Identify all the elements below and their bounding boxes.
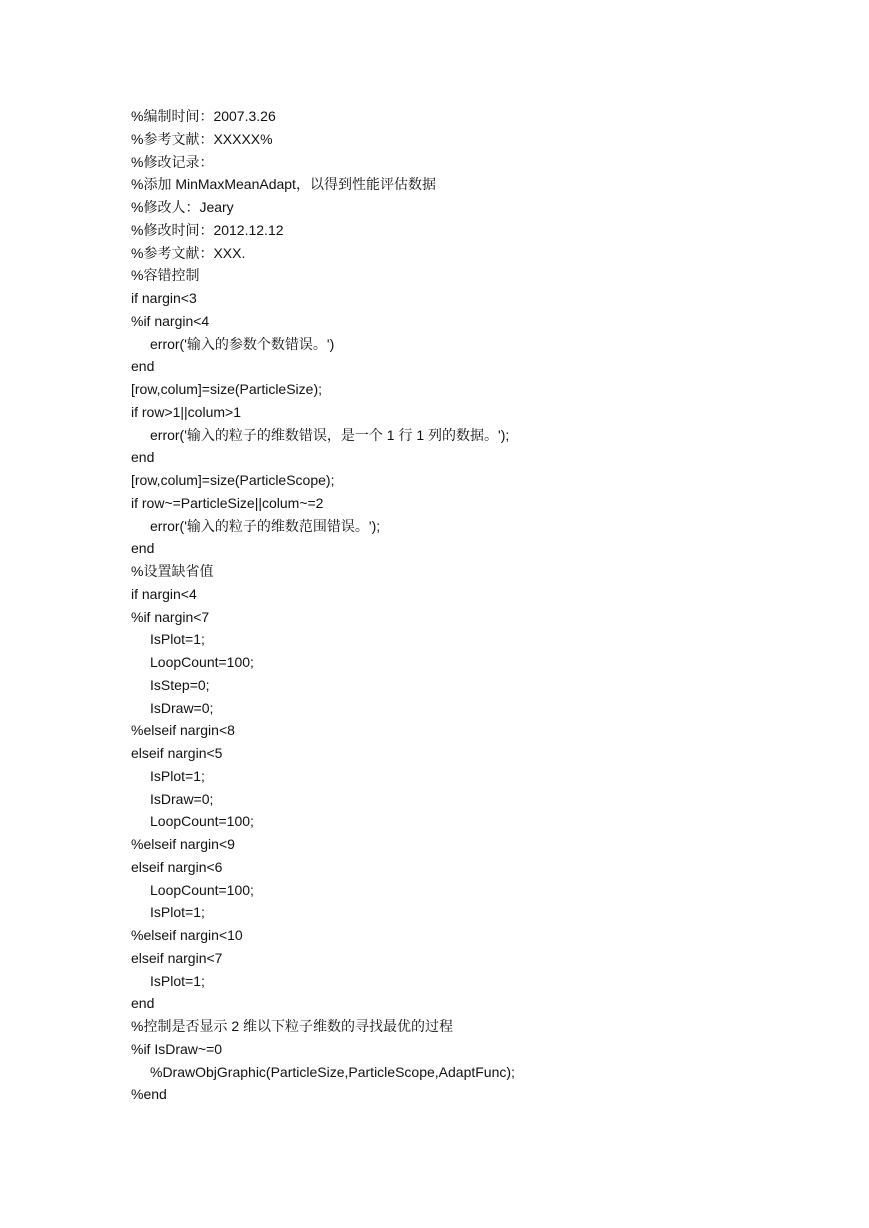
code-line: error('输入的粒子的维数错误，是一个 1 行 1 列的数据。'); [150,426,510,443]
code-line: error('输入的粒子的维数范围错误。'); [150,517,381,534]
code-line: IsPlot=1; [150,767,205,784]
code-line: if nargin<3 [131,290,197,306]
code-line: if row>1||colum>1 [131,403,241,420]
code-line: %DrawObjGraphic(ParticleSize,ParticleScope,AdaptFunc); [150,1063,515,1080]
code-line: IsStep=0; [150,676,210,693]
code-line: %编制时间：2007.3.26 [131,108,276,124]
code-line: elseif nargin<7 [131,949,223,966]
code-line: %if nargin<4 [131,312,210,329]
code-line: IsDraw=0; [150,699,214,716]
code-line: end [131,995,155,1012]
code-line: elseif nargin<6 [131,858,223,875]
code-line: %if IsDraw~=0 [131,1040,223,1057]
code-line: %设置缺省值 [131,563,214,579]
code-line: %参考文献：XXXXX% [131,130,273,147]
code-line: end [131,449,155,466]
code-line: end [131,540,155,557]
code-line: %elseif nargin<9 [131,836,235,852]
code-line: %参考文献：XXX. [131,244,246,261]
code-line: LoopCount=100; [150,654,254,670]
code-line: end [131,358,155,375]
code-line: if row~=ParticleSize||colum~=2 [131,494,324,511]
code-line: IsDraw=0; [150,790,214,807]
code-line: LoopCount=100; [150,813,254,830]
code-line: %elseif nargin<8 [131,722,235,739]
code-line: %添加 MinMaxMeanAdapt，以得到性能评估数据 [131,176,436,193]
code-line: %修改人：Jeary [131,199,234,215]
code-line: %elseif nargin<10 [131,927,243,943]
code-line: %if nargin<7 [131,608,210,625]
code-line: LoopCount=100; [150,881,254,898]
code-line: %修改记录： [131,153,214,170]
code-line: if nargin<4 [131,585,197,602]
code-line: %修改时间：2012.12.12 [131,221,284,238]
code-listing [131,105,831,1106]
code-line: [row,colum]=size(ParticleSize); [131,381,323,397]
code-line: %end [131,1086,167,1103]
code-line: [row,colum]=size(ParticleScope); [131,472,335,488]
code-line: elseif nargin<5 [131,745,223,761]
code-line: IsPlot=1; [150,631,205,648]
code-line: %控制是否显示 2 维以下粒子维数的寻找最优的过程 [131,1018,454,1034]
code-line: %容错控制 [131,267,200,284]
code-line: IsPlot=1; [150,972,205,989]
code-line: IsPlot=1; [150,904,205,921]
code-line: error('输入的参数个数错误。') [150,335,335,352]
